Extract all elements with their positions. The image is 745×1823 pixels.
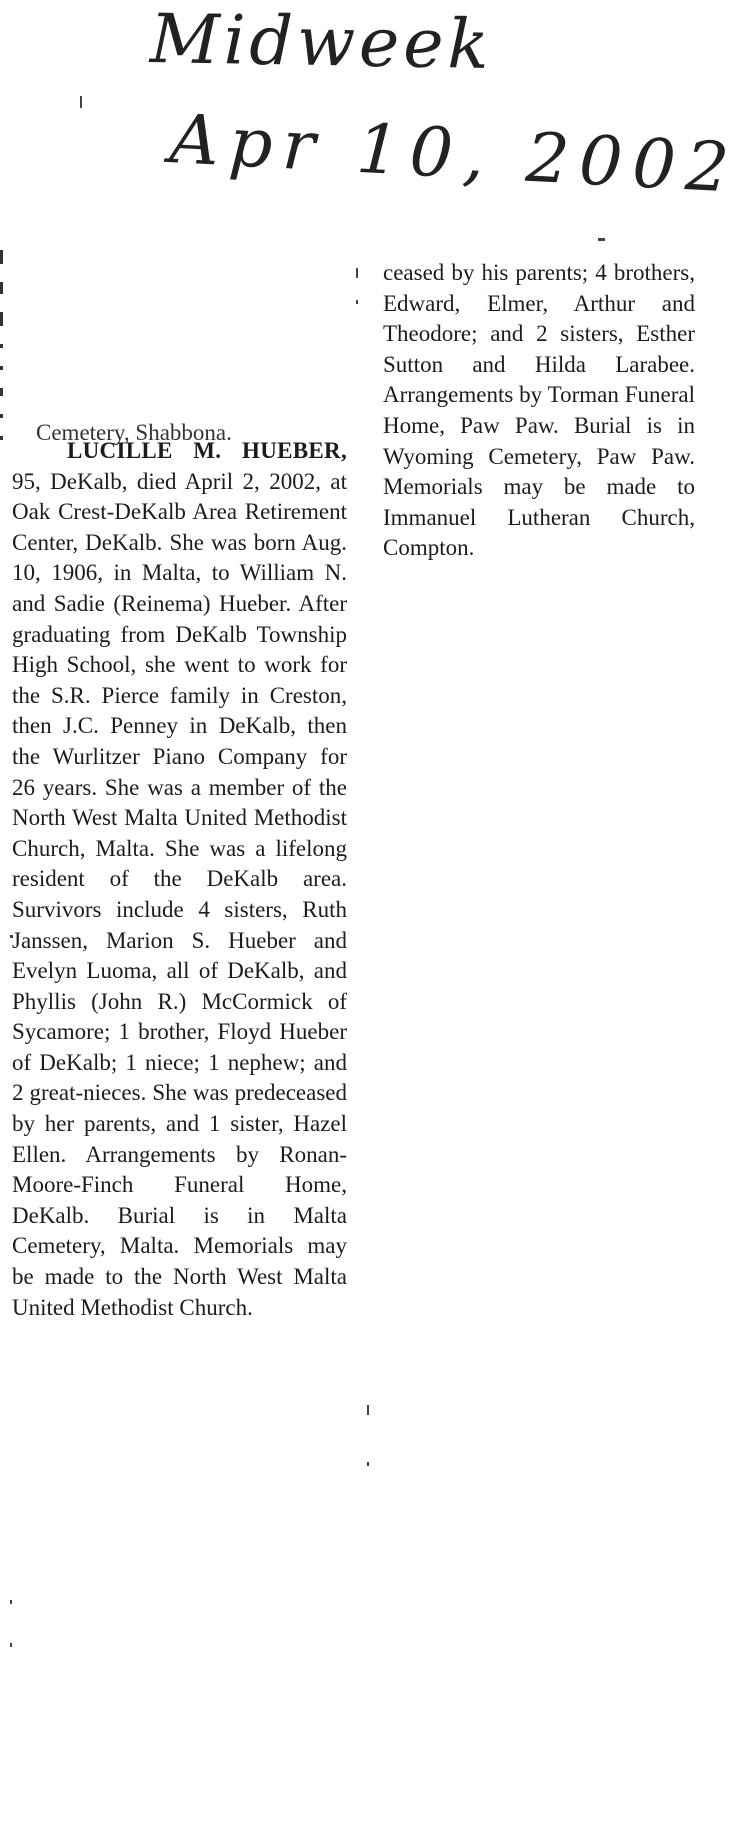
scan-speck (356, 300, 358, 304)
deceased-name: LUCILLE M. HUEBER, (67, 438, 347, 463)
continued-obituary-text: ceased by his parents; 4 brothers, Edward, Elmer, Arthur and Theodore; and 2 sisters, Esther Sutton and Hilda Larabee. Arrangements by Torman Funeral Home, Paw Paw. Burial is in Wyoming Cemetery, Paw Paw. Memorials may be made to Immanuel Lutheran Church, Compton. (383, 260, 695, 561)
scan-speck (598, 238, 605, 241)
continued-obituary-column (383, 258, 695, 564)
scan-speck (356, 268, 358, 278)
handwritten-date-note: Apr 10, 2002 (167, 100, 741, 209)
obituary-body: 95, DeKalb, died April 2, 2002, at Oak Crest-DeKalb Area Retirement Center, DeKalb. She was born Aug. 10, 1906, in Malta, to William N. and Sadie (Reinema) Hueber. After graduating from DeKalb Township High School, she went to work for the S.R. Pierce family in Creston, then J.C. Penney in DeKalb, then the Wurlitzer Piano Company for 26 years. She was a member of the North West Malta United Methodist Church, Malta. She was a lifelong resident of the DeKalb area. Survivors include 4 sisters, Ruth Janssen, Marion S. Hueber and Evelyn Luoma, all of DeKalb, and Phyllis (John R.) McCormick of Sycamore; 1 brother, Floyd Hueber of DeKalb; 1 niece; 1 nephew; and 2 great-nieces. She was predeceased by her parents, and 1 sister, Hazel Ellen. Arrangements by Ronan-Moore-Finch Funeral Home, DeKalb. Burial is in Malta Cemetery, Malta. Memorials may be made to the North West Malta United Methodist Church. (12, 468, 347, 1320)
handwritten-publication-note: Midweek (149, 0, 494, 85)
scan-speck (10, 1600, 12, 1604)
clipped-previous-line: Cemetery, Shabbona. (36, 420, 232, 445)
scan-speck (367, 1462, 369, 1466)
scan-speck (367, 1405, 369, 1415)
scan-speck (80, 96, 82, 108)
obituary-column (12, 436, 347, 1323)
scan-speck (10, 1643, 12, 1647)
clipped-adjacent-column (0, 250, 6, 458)
obituary-paragraph (12, 436, 347, 1323)
